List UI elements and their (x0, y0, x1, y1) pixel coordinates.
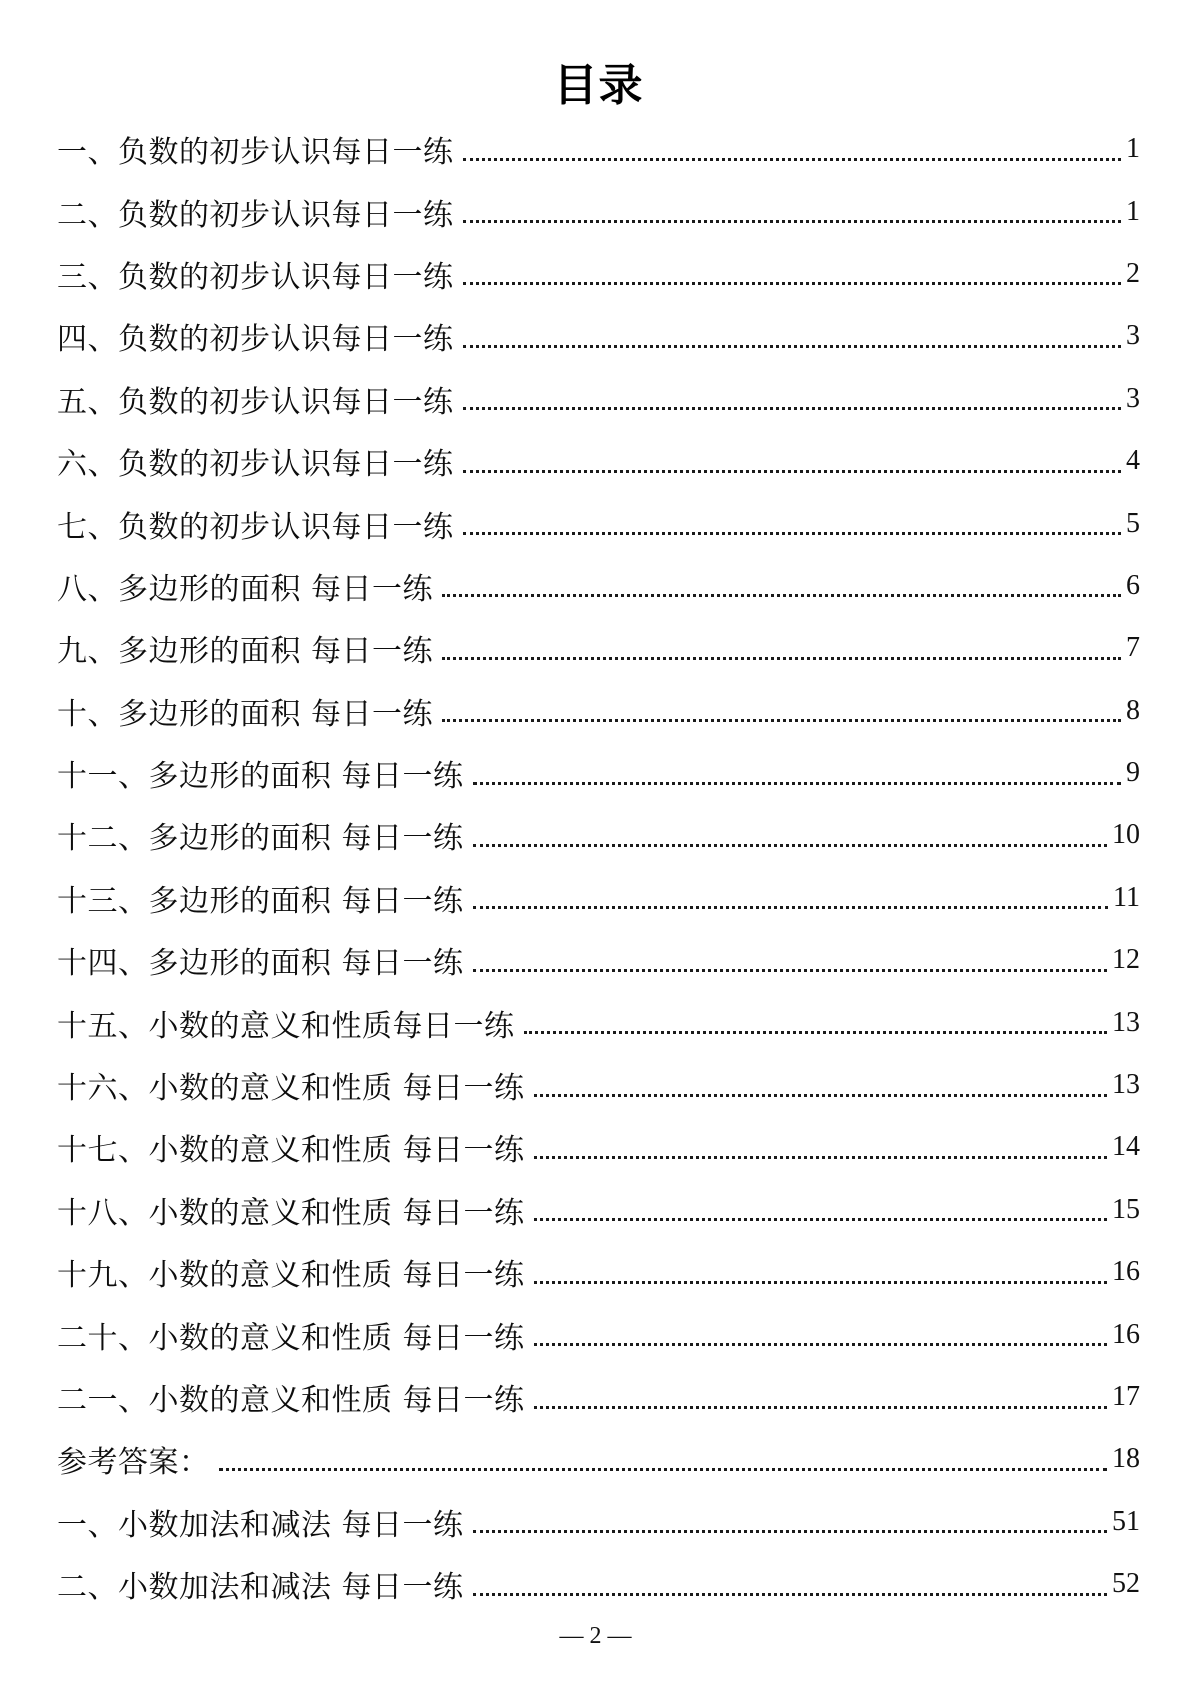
toc-entry-label: 一、小数加法和减法 每日一练 (57, 1507, 464, 1543)
toc-leader-dots (463, 345, 1122, 348)
toc-entry-page: 14 (1112, 1131, 1140, 1163)
toc-leader-dots (473, 1593, 1107, 1596)
toc-entry-label: 二、小数加法和减法 每日一练 (57, 1570, 464, 1606)
toc-leader-dots (534, 1156, 1107, 1159)
toc-entry[interactable] (57, 867, 1140, 929)
toc-entry-page: 16 (1112, 1318, 1140, 1350)
toc-entry[interactable] (57, 368, 1140, 430)
toc-leader-dots (534, 1094, 1107, 1097)
toc-entry-page: 10 (1112, 819, 1140, 851)
toc-entry[interactable] (57, 1366, 1140, 1428)
footer-page-number: — 2 — (559, 1623, 632, 1649)
toc-leader-dots (473, 1530, 1107, 1533)
toc-entry[interactable] (57, 180, 1140, 242)
toc-leader-dots (473, 969, 1107, 972)
toc-entry[interactable] (57, 1303, 1140, 1365)
toc-entry[interactable] (57, 991, 1140, 1053)
toc-entry-page: 52 (1112, 1568, 1140, 1600)
toc-entry[interactable] (57, 804, 1140, 866)
toc-entry-label: 十、多边形的面积 每日一练 (57, 696, 434, 732)
toc-leader-dots (534, 1406, 1107, 1409)
toc-leader-dots (534, 1343, 1107, 1346)
toc-entry-label: 九、多边形的面积 每日一练 (57, 634, 434, 670)
toc-leader-dots (473, 906, 1108, 909)
toc-entry-label: 十六、小数的意义和性质 每日一练 (57, 1071, 525, 1107)
toc-entry-label: 三、负数的初步认识每日一练 (57, 259, 454, 295)
toc-entry-label: 五、负数的初步认识每日一练 (57, 384, 454, 420)
toc-entry-label: 十三、多边形的面积 每日一练 (57, 883, 464, 919)
toc-entry-label: 二、负数的初步认识每日一练 (57, 197, 454, 233)
toc-leader-dots (219, 1468, 1108, 1471)
toc-entry-page: 2 (1126, 257, 1140, 289)
toc-entry-page: 8 (1126, 694, 1140, 726)
toc-leader-dots (463, 220, 1122, 223)
toc-entry-page: 5 (1126, 507, 1140, 539)
toc-entry-label: 十四、多边形的面积 每日一练 (57, 946, 464, 982)
toc-entry-label: 一、负数的初步认识每日一练 (57, 135, 454, 171)
toc-leader-dots (463, 158, 1122, 161)
toc-entry-page: 13 (1112, 1069, 1140, 1101)
toc-entry-page: 1 (1126, 133, 1140, 165)
toc-entry[interactable] (57, 1553, 1140, 1615)
toc-entry-label: 二十、小数的意义和性质 每日一练 (57, 1320, 525, 1356)
toc-leader-dots (463, 532, 1122, 535)
toc-entry-label: 六、负数的初步认识每日一练 (57, 447, 454, 483)
toc-entry-page: 1 (1126, 195, 1140, 227)
toc-entry-label: 八、多边形的面积 每日一练 (57, 571, 434, 607)
toc-entry[interactable] (57, 492, 1140, 554)
page-title: 目录 (553, 60, 644, 111)
toc-leader-dots (442, 657, 1121, 660)
toc-leader-dots (442, 594, 1121, 597)
toc-entry-label: 参考答案： (57, 1445, 210, 1481)
toc-entry-label: 十八、小数的意义和性质 每日一练 (57, 1195, 525, 1231)
toc-leader-dots (463, 470, 1122, 473)
toc-entry[interactable] (57, 1179, 1140, 1241)
toc-entry[interactable] (57, 1054, 1140, 1116)
toc-entry-page: 3 (1126, 320, 1140, 352)
toc-leader-dots (534, 1218, 1107, 1221)
toc-entry[interactable] (57, 742, 1140, 804)
toc-entry-label: 七、负数的初步认识每日一练 (57, 509, 454, 545)
toc-entry-page: 18 (1112, 1443, 1140, 1475)
toc-entry-page: 6 (1126, 569, 1140, 601)
toc-entry[interactable] (57, 929, 1140, 991)
toc-entry-label: 十九、小数的意义和性质 每日一练 (57, 1258, 525, 1294)
toc-leader-dots (473, 844, 1107, 847)
toc-entry[interactable] (57, 1116, 1140, 1178)
toc-entry[interactable] (57, 555, 1140, 617)
toc-entry[interactable] (57, 680, 1140, 742)
toc-leader-dots (524, 1031, 1108, 1034)
toc-entry[interactable] (57, 430, 1140, 492)
toc-leader-dots (463, 282, 1122, 285)
toc-list (57, 118, 1140, 1615)
toc-entry-page: 4 (1126, 445, 1140, 477)
toc-entry-label: 十七、小数的意义和性质 每日一练 (57, 1133, 525, 1169)
toc-entry-page: 12 (1112, 944, 1140, 976)
toc-entry-label: 四、负数的初步认识每日一练 (57, 322, 454, 358)
page-footer (0, 1623, 1191, 1650)
toc-entry[interactable] (57, 1241, 1140, 1303)
toc-entry[interactable] (57, 617, 1140, 679)
toc-entry-page: 3 (1126, 382, 1140, 414)
toc-entry-page: 16 (1112, 1256, 1140, 1288)
toc-entry-page: 17 (1112, 1381, 1140, 1412)
toc-entry[interactable] (57, 1428, 1140, 1490)
toc-leader-dots (463, 407, 1122, 410)
toc-entry[interactable] (57, 243, 1140, 305)
toc-entry[interactable] (57, 118, 1140, 180)
toc-entry[interactable] (57, 1491, 1140, 1553)
toc-entry-label: 十一、多边形的面积 每日一练 (57, 759, 464, 795)
toc-entry-page: 51 (1112, 1505, 1140, 1537)
toc-leader-dots (473, 782, 1121, 785)
toc-entry-page: 11 (1113, 881, 1140, 913)
toc-entry[interactable] (57, 305, 1140, 367)
toc-entry-label: 十五、小数的意义和性质每日一练 (57, 1008, 515, 1044)
toc-entry-page: 13 (1112, 1006, 1140, 1038)
toc-entry-label: 二一、小数的意义和性质 每日一练 (57, 1383, 525, 1418)
toc-leader-dots (534, 1281, 1107, 1284)
toc-entry-page: 7 (1126, 632, 1140, 664)
toc-entry-label: 十二、多边形的面积 每日一练 (57, 821, 464, 857)
toc-entry-page: 9 (1126, 757, 1140, 789)
toc-entry-page: 15 (1112, 1193, 1140, 1225)
toc-leader-dots (442, 719, 1121, 722)
